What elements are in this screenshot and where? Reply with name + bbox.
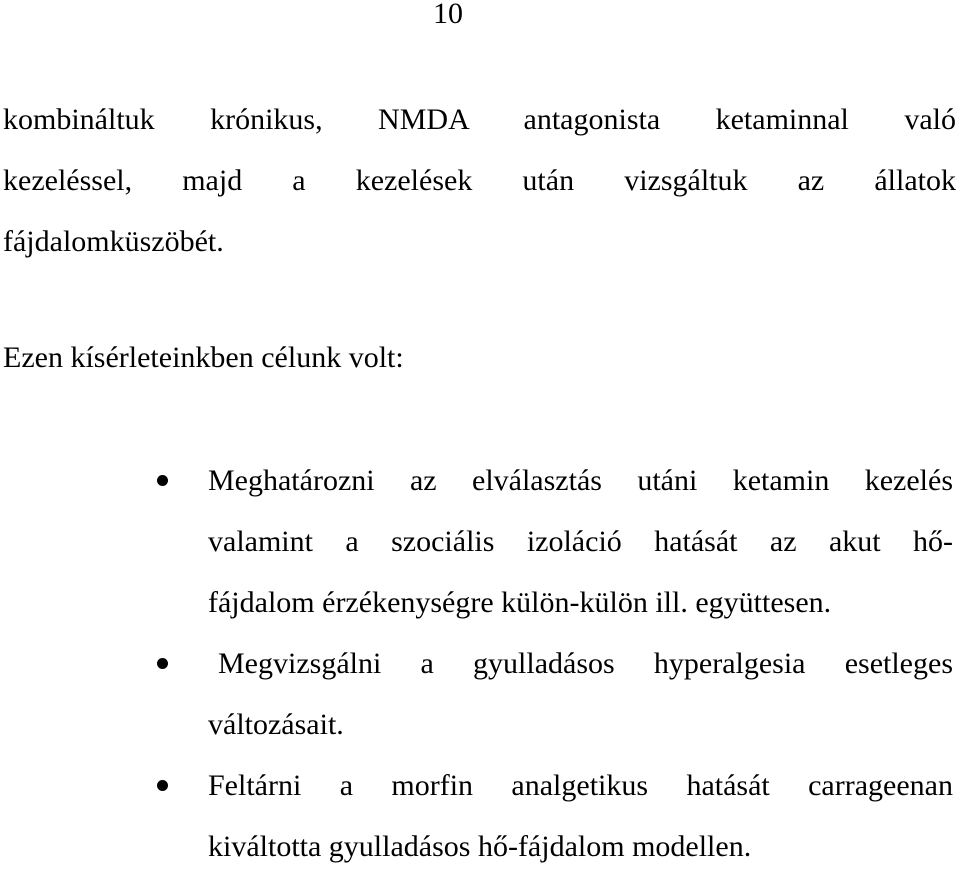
- aims-list-item: [0, 450, 953, 633]
- page-number: 10: [433, 0, 463, 30]
- aim-line: változásait.: [208, 708, 344, 741]
- aim-line: Meghatározni az elválasztás utáni ketamin kezelés: [208, 464, 953, 497]
- intro-paragraph: [3, 89, 956, 272]
- aim-line: Megvizsgálni a gyulladásos hyperalgesia esetleges: [218, 647, 953, 680]
- intro-line: fájdalomküszöbét.: [3, 225, 224, 258]
- aims-list-item: [0, 633, 953, 755]
- aim-line: valamint a szociális izoláció hatását az akut hő-: [208, 525, 953, 558]
- aims-list: [0, 450, 960, 877]
- aims-list-item: [0, 755, 953, 877]
- aims-lead-text: Ezen kísérleteinkben célunk volt:: [3, 341, 404, 374]
- intro-line: kezeléssel, majd a kezelések után vizsgáltuk az állatok: [3, 164, 956, 197]
- intro-line: kombináltuk krónikus, NMDA antagonista ketaminnal való: [3, 103, 956, 136]
- aim-line: kiváltotta gyulladásos hő-fájdalom modellen.: [208, 830, 752, 863]
- bullet-icon: [157, 780, 168, 791]
- aims-lead-paragraph: [3, 327, 956, 388]
- aim-line: Feltárni a morfin analgetikus hatását carrageenan: [208, 769, 953, 802]
- bullet-icon: [157, 475, 168, 486]
- bullet-icon: [157, 658, 168, 669]
- aim-line: fájdalom érzékenységre külön-külön ill. együttesen.: [208, 586, 832, 619]
